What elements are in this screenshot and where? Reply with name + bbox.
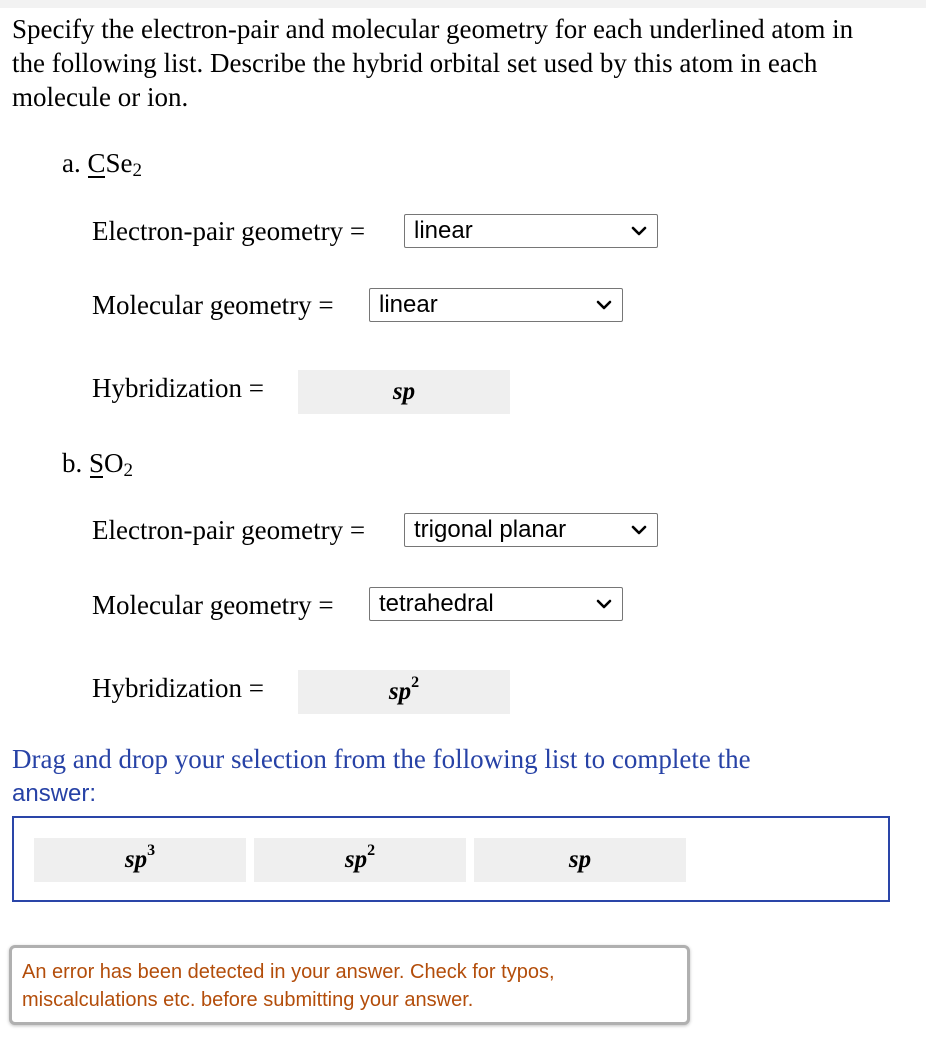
choice-superscript: 2 (367, 842, 376, 859)
instruction-text: Drag and drop your selection from the following list to complete the (12, 744, 751, 774)
choice-base: sp (568, 846, 592, 873)
choice-base: sp (124, 846, 148, 873)
instruction-tail: answer: (12, 780, 97, 807)
part-a-hybridization-label: Hybridization = (92, 373, 264, 403)
part-a-molecular-select[interactable] (369, 288, 623, 322)
chevron-down-icon (596, 594, 612, 614)
drag-drop-instruction (12, 743, 892, 810)
top-bar (0, 0, 926, 8)
formula-subscript: 2 (132, 160, 142, 181)
selected-value: linear (414, 217, 473, 244)
choice-sp[interactable] (474, 838, 686, 882)
choice-sp2[interactable] (254, 838, 466, 882)
chevron-down-icon (596, 295, 612, 315)
selected-value: tetrahedral (379, 590, 494, 617)
formula-subscript: 2 (123, 460, 134, 481)
choice-superscript: 3 (147, 842, 156, 859)
part-a-formula (87, 148, 142, 181)
part-b-electron-pair-label: Electron-pair geometry = (92, 515, 366, 545)
part-b-molecular-label: Molecular geometry = (92, 590, 334, 620)
part-a-hybridization-dropzone[interactable] (298, 370, 510, 414)
choice-base: sp (344, 846, 368, 873)
part-a-heading (62, 147, 142, 179)
underlined-atom: C (87, 148, 106, 178)
part-b-hybridization-dropzone[interactable] (298, 670, 510, 714)
selected-value: trigonal planar (414, 516, 567, 543)
part-a-electron-pair-select[interactable] (404, 214, 658, 248)
formula-rest: O (104, 448, 124, 478)
choice-list (12, 816, 890, 902)
part-a-electron-pair-label: Electron-pair geometry = (92, 216, 366, 246)
formula-rest: Se (105, 148, 133, 178)
hybridization-value: sp (392, 378, 416, 405)
part-b-formula (89, 448, 134, 481)
part-b-heading (62, 447, 133, 479)
part-b-molecular-select[interactable] (369, 587, 623, 621)
hybridization-value: sp (388, 678, 412, 705)
error-message: An error has been detected in your answer. Check for typos, miscalculations etc. before submitting your answer. (22, 961, 555, 1011)
underlined-atom: S (89, 448, 105, 478)
hybridization-superscript: 2 (411, 674, 420, 691)
part-b-label: b. (62, 448, 83, 478)
question-text: Specify the electron-pair and molecular geometry for each underlined atom in the following list. Describe the hybrid orbital set used by this atom in each molecule or ion. (12, 14, 854, 112)
chevron-down-icon (631, 520, 647, 540)
part-b-electron-pair-select[interactable] (404, 513, 658, 547)
selected-value: linear (379, 291, 438, 318)
choice-sp3[interactable] (34, 838, 246, 882)
part-a-label: a. (62, 148, 81, 178)
chevron-down-icon (631, 221, 647, 241)
part-a-molecular-label: Molecular geometry = (92, 290, 334, 320)
error-message-box (9, 945, 690, 1025)
part-b-hybridization-label: Hybridization = (92, 673, 264, 703)
